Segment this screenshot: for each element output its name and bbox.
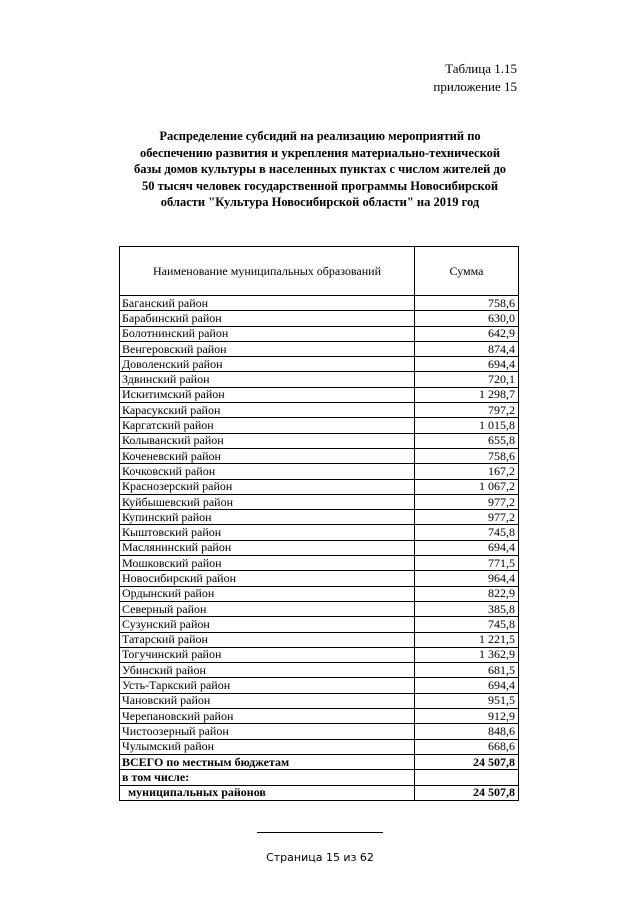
page-number: Страница 15 из 62 (266, 851, 374, 864)
district-sum: 745,8 (415, 525, 519, 540)
table-row (120, 479, 519, 494)
district-name: Доволенский район (120, 357, 415, 372)
district-name: Северный район (120, 601, 415, 616)
document-title (118, 128, 522, 211)
table-summary (120, 754, 519, 800)
district-name: Черепановский район (120, 709, 415, 724)
total-sum: 24 507,8 (415, 754, 519, 769)
including-label: в том числе: (120, 770, 415, 785)
district-name: Маслянинский район (120, 540, 415, 555)
title-line-5: области "Культура Новосибирской области" на 2019 год (160, 195, 480, 209)
district-sum: 681,5 (415, 663, 519, 678)
including-row (120, 770, 519, 785)
district-name: Куйбышевский район (120, 494, 415, 509)
district-name: Баганский район (120, 296, 415, 311)
table-row (120, 357, 519, 372)
table-row (120, 525, 519, 540)
table-row (120, 341, 519, 356)
district-sum: 385,8 (415, 601, 519, 616)
table-row (120, 464, 519, 479)
table-row (120, 311, 519, 326)
district-sum: 694,4 (415, 678, 519, 693)
district-sum: 771,5 (415, 556, 519, 571)
table-row (120, 556, 519, 571)
district-sum: 655,8 (415, 433, 519, 448)
table-row (120, 387, 519, 402)
district-name: Купинский район (120, 510, 415, 525)
table-row (120, 540, 519, 555)
district-name: Краснозерский район (120, 479, 415, 494)
municipal-sum: 24 507,8 (415, 785, 519, 800)
district-sum: 912,9 (415, 709, 519, 724)
table-number: Таблица 1.15 (445, 61, 517, 76)
district-name: Чистоозерный район (120, 724, 415, 739)
district-sum: 977,2 (415, 510, 519, 525)
district-name: Чановский район (120, 693, 415, 708)
district-sum: 964,4 (415, 571, 519, 586)
total-row (120, 754, 519, 769)
district-sum: 758,6 (415, 296, 519, 311)
title-line-2: обеспечению развития и укрепления материально-технической (139, 145, 501, 160)
table-row (120, 586, 519, 601)
district-sum: 642,9 (415, 326, 519, 341)
title-line-1: Распределение субсидий на реализацию мероприятий по (159, 129, 481, 143)
table-row (120, 678, 519, 693)
table-row (120, 617, 519, 632)
municipal-label: муниципальных районов (120, 785, 415, 800)
table-row (120, 326, 519, 341)
table-row (120, 724, 519, 739)
table-row (120, 296, 519, 311)
table-row (120, 632, 519, 647)
subsidy-table (119, 246, 519, 801)
column-header-sum: Сумма (415, 247, 519, 296)
table-body (120, 296, 519, 755)
district-sum: 1 298,7 (415, 387, 519, 402)
district-name: Каргатский район (120, 418, 415, 433)
total-label: ВСЕГО по местным бюджетам (120, 754, 415, 769)
table-row (120, 693, 519, 708)
district-name: Венгеровский район (120, 341, 415, 356)
district-name: Барабинский район (120, 311, 415, 326)
municipal-row (120, 785, 519, 800)
title-line-3: базы домов культуры в населенных пунктах с числом жителей до (133, 162, 507, 176)
district-sum: 1 067,2 (415, 479, 519, 494)
district-sum: 951,5 (415, 693, 519, 708)
including-empty-cell (415, 770, 519, 785)
district-sum: 167,2 (415, 464, 519, 479)
district-name: Тогучинский район (120, 647, 415, 662)
table-row (120, 709, 519, 724)
district-sum: 874,4 (415, 341, 519, 356)
district-name: Здвинский район (120, 372, 415, 387)
table-row (120, 403, 519, 418)
district-sum: 694,4 (415, 357, 519, 372)
district-name: Ордынский район (120, 586, 415, 601)
district-name: Кыштовский район (120, 525, 415, 540)
district-sum: 822,9 (415, 586, 519, 601)
district-name: Убинский район (120, 663, 415, 678)
district-name: Татарский район (120, 632, 415, 647)
district-sum: 848,6 (415, 724, 519, 739)
district-name: Болотнинский район (120, 326, 415, 341)
table-row (120, 647, 519, 662)
district-sum: 797,2 (415, 403, 519, 418)
footer-divider (257, 832, 383, 833)
appendix-label: приложение 15 (433, 79, 517, 94)
table-row (120, 663, 519, 678)
table-header-row (120, 247, 519, 296)
district-name: Мошковский район (120, 556, 415, 571)
district-sum: 1 015,8 (415, 418, 519, 433)
district-name: Искитимский район (120, 387, 415, 402)
table-row (120, 510, 519, 525)
table-row (120, 448, 519, 463)
district-sum: 668,6 (415, 739, 519, 754)
table-row (120, 571, 519, 586)
district-sum: 758,6 (415, 448, 519, 463)
table-row (120, 418, 519, 433)
district-sum: 745,8 (415, 617, 519, 632)
title-line-4: 50 тысяч человек государственной программы Новосибирской (141, 178, 499, 193)
district-name: Кочковский район (120, 464, 415, 479)
table-header (433, 60, 517, 96)
district-name: Сузунский район (120, 617, 415, 632)
district-name: Колыванский район (120, 433, 415, 448)
district-name: Новосибирский район (120, 571, 415, 586)
district-name: Коченевский район (120, 448, 415, 463)
district-sum: 630,0 (415, 311, 519, 326)
district-sum: 694,4 (415, 540, 519, 555)
table-row (120, 433, 519, 448)
district-name: Карасукский район (120, 403, 415, 418)
district-sum: 720,1 (415, 372, 519, 387)
district-sum: 1 221,5 (415, 632, 519, 647)
column-header-name: Наименование муниципальных образований (120, 247, 415, 296)
district-sum: 977,2 (415, 494, 519, 509)
district-name: Чулымский район (120, 739, 415, 754)
district-sum: 1 362,9 (415, 647, 519, 662)
table-row (120, 372, 519, 387)
district-name: Усть-Таркский район (120, 678, 415, 693)
table-row (120, 494, 519, 509)
table-row (120, 601, 519, 616)
table-row (120, 739, 519, 754)
